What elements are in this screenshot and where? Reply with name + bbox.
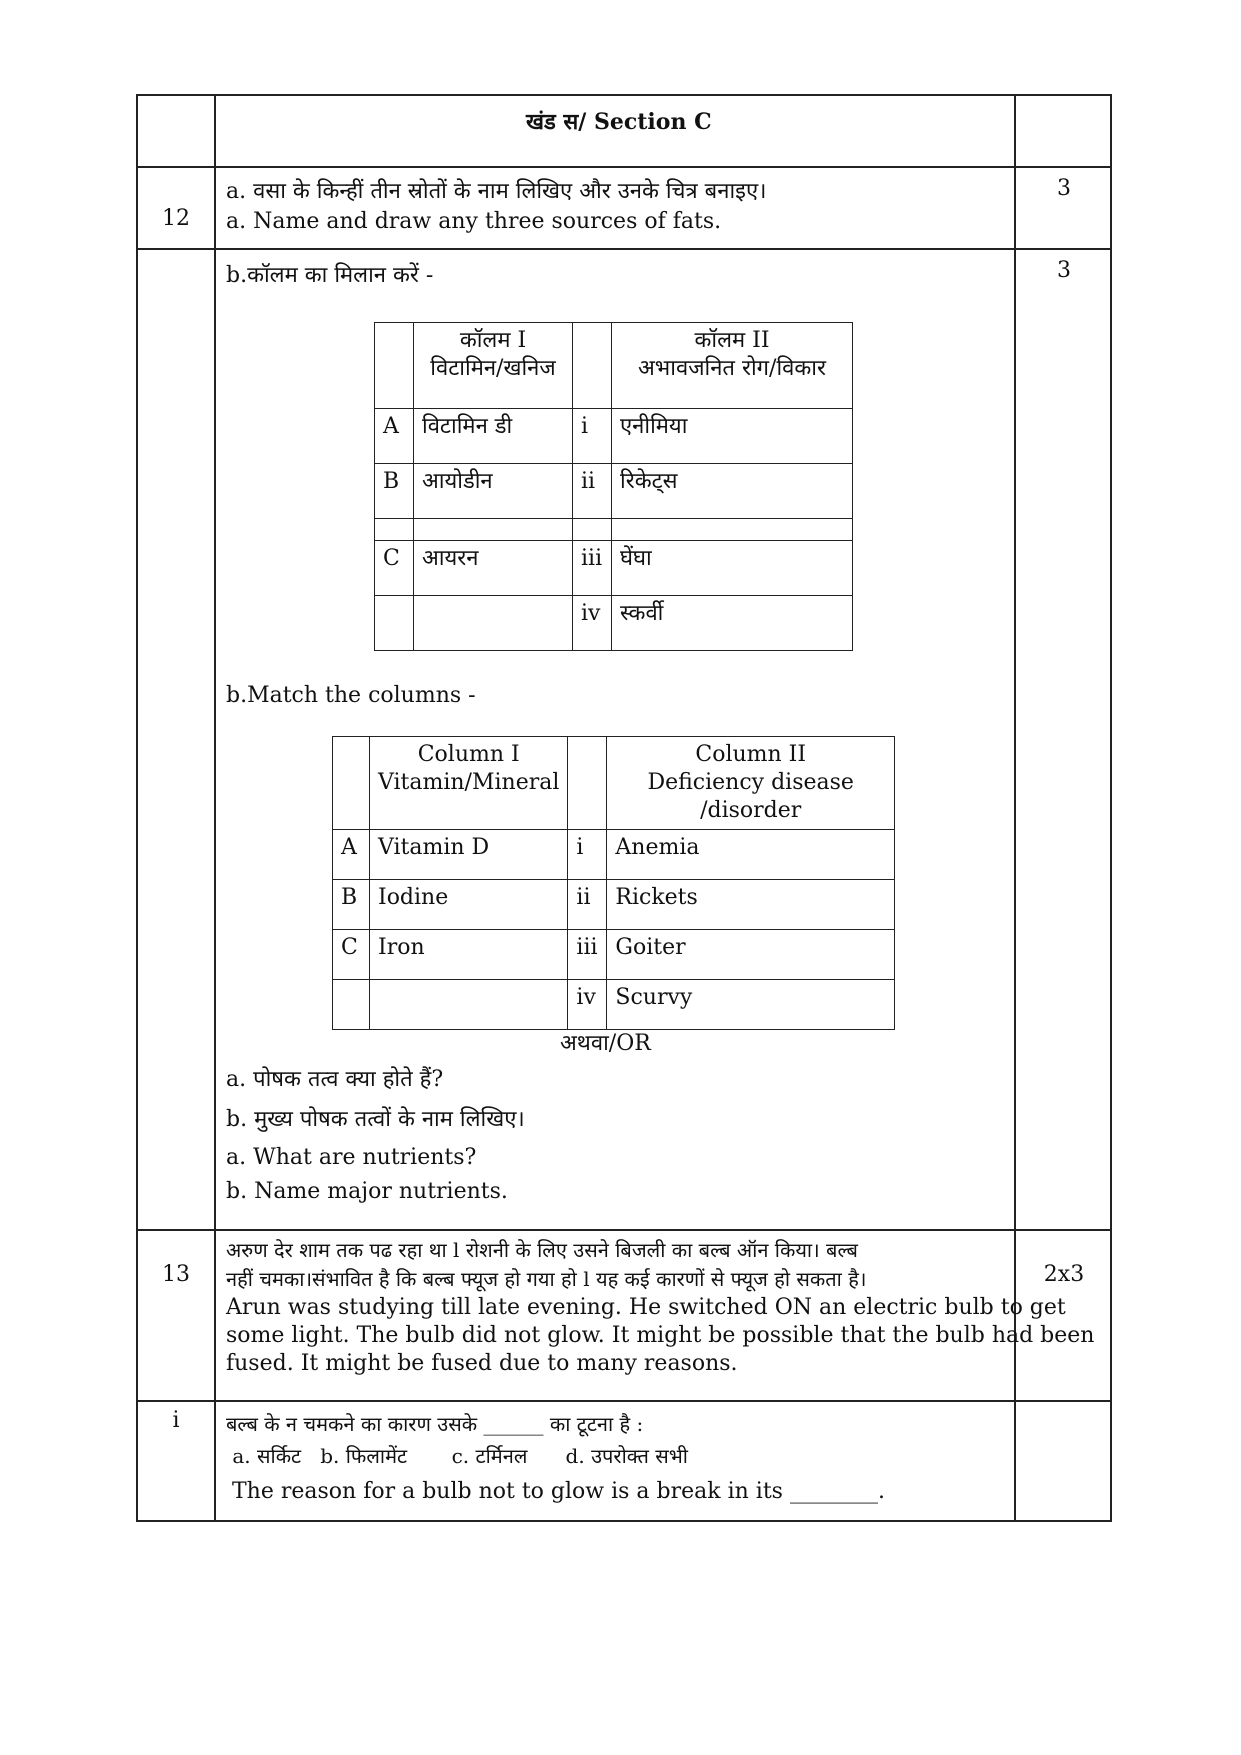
row-roman: iii	[573, 541, 612, 596]
question-number: 13	[162, 1262, 190, 1287]
hindi-match-table	[374, 322, 853, 651]
q12b-english-heading: b.Match the columns -	[226, 683, 476, 708]
or-b-english: b. Name major nutrients.	[226, 1179, 508, 1204]
row-roman: i	[568, 830, 607, 880]
row-key: C	[333, 930, 370, 980]
row-divider	[136, 1229, 1112, 1231]
row-key: C	[375, 541, 414, 596]
row-match: Rickets	[607, 880, 895, 930]
table-row	[375, 464, 853, 519]
row-item: Iron	[370, 930, 568, 980]
q13i-english-question: The reason for a bulb not to glow is a break in its ________.	[232, 1479, 885, 1504]
column-divider	[214, 94, 216, 1522]
row-item	[370, 980, 568, 1030]
table-header-row	[333, 737, 895, 830]
col1-head: कॉलम I	[459, 328, 527, 353]
row-key: A	[375, 409, 414, 464]
row-roman: iv	[573, 596, 612, 651]
q13i-hindi-question: बल्ब के न चमकने का कारण उसके ______ का टूटना है :	[226, 1412, 644, 1436]
table-row	[375, 409, 853, 464]
q12b-hindi-heading: b.कॉलम का मिलान करें -	[226, 263, 434, 288]
col1-head: Column I	[417, 742, 520, 767]
or-b-hindi: b. मुख्य पोषक तत्वों के नाम लिखिए।	[226, 1107, 525, 1132]
table-row	[333, 880, 895, 930]
col1-subhead: विटामिन/खनिज	[430, 356, 556, 381]
row-roman: i	[573, 409, 612, 464]
row-item: आयोडीन	[414, 464, 573, 519]
column-header	[607, 737, 895, 830]
q12a-english: a. Name and draw any three sources of fats.	[226, 209, 722, 234]
row-match: रिकेट्स	[612, 464, 853, 519]
marks: 3	[1057, 258, 1071, 283]
table-row	[333, 980, 895, 1030]
marks: 3	[1057, 176, 1071, 201]
q13-english-line: fused. It might be fused due to many reasons.	[226, 1351, 738, 1376]
row-item: Vitamin D	[370, 830, 568, 880]
col2-head: Column II	[695, 742, 807, 767]
row-key	[333, 980, 370, 1030]
row-roman: ii	[568, 880, 607, 930]
row-roman: iii	[568, 930, 607, 980]
row-divider	[136, 166, 1112, 168]
row-roman: ii	[573, 464, 612, 519]
column-header	[612, 323, 853, 409]
table-row	[375, 541, 853, 596]
row-item: Iodine	[370, 880, 568, 930]
table-row	[375, 596, 853, 651]
column-header	[370, 737, 568, 830]
row-key: B	[375, 464, 414, 519]
q13-hindi-line: नहीं चमका।संभावित है कि बल्ब फ्यूज हो गया हो l यह कई कारणों से फ्यूज हो सकता है।	[226, 1267, 867, 1291]
col2-head: कॉलम II	[694, 328, 770, 353]
or-a-english: a. What are nutrients?	[226, 1145, 477, 1170]
row-key: B	[333, 880, 370, 930]
english-match-table	[332, 736, 895, 1030]
row-item: आयरन	[414, 541, 573, 596]
subquestion-number: i	[172, 1408, 180, 1433]
q12a-hindi: a. वसा के किन्हीं तीन स्रोतों के नाम लिखिए और उनके चित्र बनाइए।	[226, 179, 767, 204]
question-table	[136, 94, 1112, 1522]
or-label: अथवा/OR	[560, 1031, 651, 1056]
table-spacer-row	[375, 519, 853, 541]
row-match: स्कर्वी	[612, 596, 853, 651]
q13-hindi-line: अरुण देर शाम तक पढ रहा था l रोशनी के लिए उसने बिजली का बल्ब ऑन किया। बल्ब	[226, 1238, 858, 1262]
column-header	[414, 323, 573, 409]
col2-subhead: Deficiency disease /disorder	[647, 770, 854, 823]
row-match: Anemia	[607, 830, 895, 880]
or-a-hindi: a. पोषक तत्व क्या होते हैं?	[226, 1067, 444, 1092]
row-item: विटामिन डी	[414, 409, 573, 464]
table-row	[333, 930, 895, 980]
q13-english-line: Arun was studying till late evening. He switched ON an electric bulb to get	[226, 1295, 1066, 1320]
q13i-hindi-options: a. सर्किट b. फिलामेंट c. टर्मिनल d. उपरोक्त सभी	[226, 1444, 688, 1468]
question-number: 12	[162, 206, 190, 231]
row-match: एनीमिया	[612, 409, 853, 464]
row-roman: iv	[568, 980, 607, 1030]
marks: 2x3	[1043, 1262, 1085, 1287]
row-match: Goiter	[607, 930, 895, 980]
col2-subhead: अभावजनित रोग/विकार	[638, 356, 826, 381]
row-match: घेंघा	[612, 541, 853, 596]
col1-subhead: Vitamin/Mineral	[378, 770, 560, 795]
table-header-row	[375, 323, 853, 409]
row-divider	[136, 248, 1112, 250]
row-key: A	[333, 830, 370, 880]
section-title: खंड स/ Section C	[526, 109, 712, 135]
q13-english-line: some light. The bulb did not glow. It might be possible that the bulb had been	[226, 1323, 1095, 1348]
row-key	[375, 596, 414, 651]
row-match: Scurvy	[607, 980, 895, 1030]
row-item	[414, 596, 573, 651]
row-divider	[136, 1400, 1112, 1402]
table-row	[333, 830, 895, 880]
